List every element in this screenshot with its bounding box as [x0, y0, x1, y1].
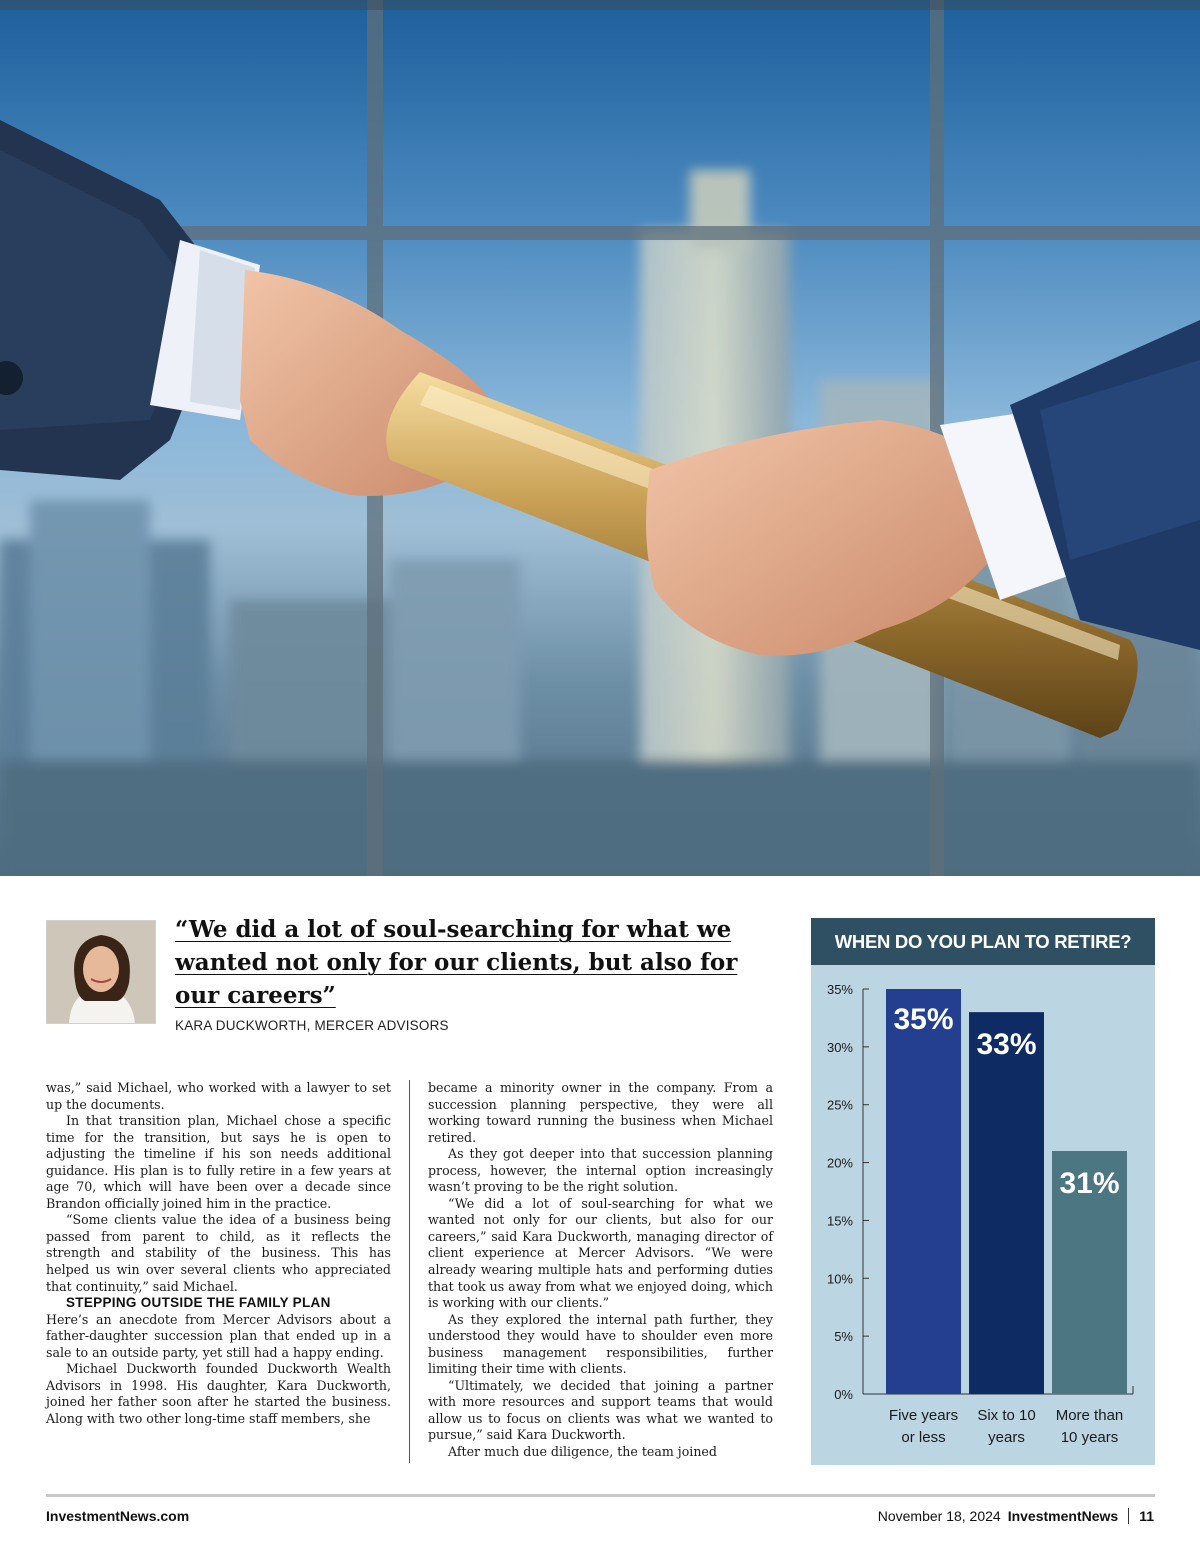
paragraph: “Ultimately, we decided that joining a partner with more resources and support teams that would allow us to focus on clients was what we wanted to pursue,” said Kara Duckworth.: [428, 1377, 773, 1443]
paragraph: As they explored the internal path further, they understood they would have to shoulder even more business management responsibilities, further limiting their time with clients.: [428, 1311, 773, 1377]
category-label: 10 years: [1060, 1429, 1119, 1446]
bar: [969, 1012, 1044, 1394]
category-label: Five years: [888, 1407, 959, 1424]
pull-quote: “We did a lot of soul-searching for what we wanted not only for our clients, but also for our careers”: [175, 916, 738, 1009]
section-subhead: STEPPING OUTSIDE THE FAMILY PLAN: [66, 1295, 331, 1311]
footer-rule: [46, 1494, 1155, 1497]
page-number: 11: [1139, 1508, 1154, 1524]
footer-separator: [1128, 1508, 1129, 1524]
footer-website: InvestmentNews.com: [46, 1508, 190, 1524]
y-tick-label: 30%: [826, 1039, 853, 1055]
paragraph: In that transition plan, Michael chose a specific time for the transition, but says he is open to adjusting the timeline if his son needs additional guidance. His plan is to fully retire in a few years at age 70, which will have been over a decade since Brandon officially joined him in the practice.: [46, 1113, 391, 1211]
paragraph: Michael Duckworth founded Duckworth Wealth Advisors in 1998. His daughter, Kara Duckworth, joined her father soon after he started the business. Along with two other long-time staff members, she: [46, 1361, 391, 1426]
category-label: More than: [1055, 1407, 1124, 1424]
publication-name: InvestmentNews: [1007, 1508, 1119, 1524]
paragraph: “Some clients value the idea of a business being passed from parent to child, as it reflects the strength and stability of the business. This has helped us win over several clients who appreciated that continuity,” said Michael.: [46, 1212, 391, 1294]
bar-chart: [811, 965, 1155, 1465]
quote-attribution: KARA DUCKWORTH, MERCER ADVISORS: [175, 1018, 449, 1033]
retirement-chart: [811, 918, 1155, 1465]
y-tick-label: 15%: [826, 1213, 853, 1229]
paragraph: became a minority owner in the company. From a succession planning perspective, they were all working toward running the business when Michael retired.: [428, 1080, 773, 1145]
paragraph: After much due diligence, the team joined: [448, 1444, 717, 1460]
y-tick-label: 0%: [834, 1387, 853, 1402]
paragraph: Here’s an anecdote from Mercer Advisors about a father-daughter succession plan that ended up in a sale to an outside party, yet still had a happy ending.: [46, 1311, 391, 1360]
data-label: 31%: [1059, 1167, 1120, 1200]
y-tick-label: 25%: [826, 1097, 853, 1113]
paragraph: “We did a lot of soul-searching for what we wanted not only for our clients, but also for our careers,” said Kara Duckworth, managing director of client experience at Mercer Advisors. “We were already wearing multiple hats and performing duties that took us away from what we enjoyed doing, which is working with our clients.”: [428, 1195, 773, 1311]
category-label: years: [988, 1429, 1025, 1446]
author-headshot: [46, 920, 156, 1024]
category-label: Six to 10: [977, 1407, 1036, 1424]
footer-info: [878, 1508, 1154, 1524]
paragraph: As they got deeper into that succession planning process, however, the internal option increasingly wasn’t proving to be the right solution.: [428, 1146, 773, 1195]
article-column-right: [428, 1080, 773, 1461]
category-label: or less: [901, 1429, 946, 1446]
bar: [886, 989, 961, 1394]
y-tick-label: 5%: [834, 1329, 853, 1345]
data-label: 33%: [976, 1028, 1037, 1062]
issue-date: November 18, 2024: [877, 1508, 1001, 1524]
person-portrait-icon: [47, 921, 155, 1023]
y-tick-label: 10%: [826, 1271, 853, 1287]
y-tick-label: 20%: [826, 1155, 853, 1171]
article-column-left: [46, 1080, 391, 1427]
column-divider: [409, 1080, 410, 1463]
chart-title: WHEN DO YOU PLAN TO RETIRE?: [811, 918, 1155, 965]
paragraph: was,” said Michael, who worked with a lawyer to set up the documents.: [46, 1080, 391, 1112]
y-tick-label: 35%: [826, 982, 853, 997]
data-label: 35%: [893, 1003, 954, 1036]
